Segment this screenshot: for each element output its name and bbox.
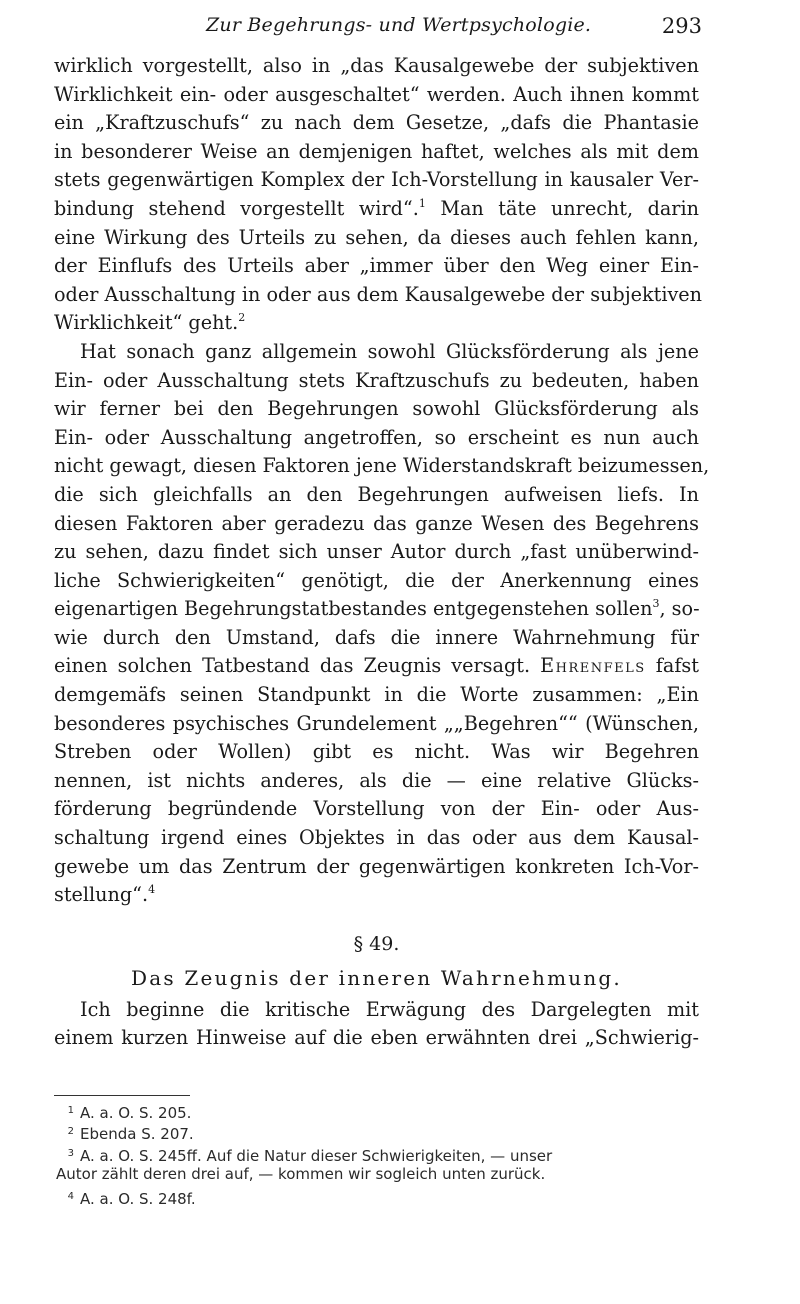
text-line bbox=[54, 309, 699, 338]
text-line: Hat sonach ganz allgemein sowohl Glücksförderung als jene bbox=[80, 339, 699, 363]
text-line: Ein- oder Ausschaltung angetroffen, so erscheint es nun auch bbox=[54, 425, 699, 449]
footnote-text: A. a. O. S. 248f. bbox=[80, 1189, 196, 1208]
footnote bbox=[56, 1100, 706, 1121]
text-line: einem kurzen Hinweise auf die eben erwähnten drei „Schwierig- bbox=[54, 1026, 699, 1050]
footnote-ref: 2 bbox=[238, 311, 246, 325]
footnote-text: A. a. O. S. 205. bbox=[80, 1104, 192, 1122]
footnote-mark: 4 bbox=[67, 1190, 74, 1202]
text-line: wirklich vorgestellt, also in „das Kausalgewebe der subjektiven bbox=[54, 54, 699, 77]
running-head bbox=[206, 14, 702, 44]
footnote-text: A. a. O. S. 245ff. Auf die Natur dieser Schwierigkeiten, — unser bbox=[80, 1146, 553, 1165]
footnote bbox=[56, 1121, 706, 1142]
footnote-mark: 2 bbox=[67, 1126, 74, 1138]
text-line: diesen Faktoren aber geradezu das ganze Wesen des Begehrens bbox=[54, 511, 699, 535]
text-line bbox=[54, 881, 699, 910]
page-number: 293 bbox=[661, 14, 702, 38]
footnote-mark: 1 bbox=[67, 1105, 74, 1116]
text-fragment: , so- bbox=[659, 597, 700, 621]
text-line: nicht gewagt, diesen Faktoren jene Widerstandskraft beizumessen, bbox=[54, 454, 710, 478]
text-line: liche Schwierigkeiten“ genötigt, die der Anerkennung eines bbox=[54, 568, 699, 592]
footnote-continuation: Autor zählt deren drei auf, — kommen wir sogleich unten zurück. bbox=[56, 1165, 546, 1184]
text-line: eine Wirkung des Urteils zu sehen, da dieses auch fehlen kann, bbox=[54, 225, 699, 249]
running-title: Zur Begehrungs- und Wertpsychologie. bbox=[206, 14, 592, 36]
text-line: oder Ausschaltung in oder aus dem Kausalgewebe der subjektiven bbox=[54, 282, 703, 306]
text-fragment: eigenartigen Begehrungstatbestandes entgegenstehen sollen bbox=[54, 597, 653, 621]
text-line: nennen, ist nichts anderes, als die — eine relative Glücks- bbox=[54, 768, 699, 792]
text-fragment: Wirklichkeit“ geht. bbox=[54, 311, 239, 335]
section-title: Das Zeugnis der inneren Wahrnehmung. bbox=[131, 965, 622, 990]
text-line: Ich beginne die kritische Erwägung des Dargelegten mit bbox=[80, 997, 699, 1021]
footnote bbox=[56, 1143, 706, 1164]
text-line: zu sehen, dazu findet sich unser Autor durch „fast unüberwind- bbox=[54, 540, 699, 564]
main-text bbox=[54, 52, 710, 1053]
text-line: stets gegenwärtigen Komplex der Ich-Vorstellung in kausaler Ver- bbox=[54, 168, 699, 192]
footnote-ref: 1 bbox=[418, 196, 426, 210]
text-fragment: einen solchen Tatbestand das Zeugnis versagt. bbox=[54, 654, 531, 678]
text-line: in besonderer Weise an demjenigen haftet, welches als mit dem bbox=[54, 139, 699, 163]
footnotes bbox=[56, 1100, 706, 1207]
text-line: Wirklichkeit ein- oder ausgeschaltet“ werden. Auch ihnen kommt bbox=[54, 82, 699, 106]
text-line bbox=[54, 652, 699, 681]
text-line: Streben oder Wollen) gibt es nicht. Was wir Begehren bbox=[54, 740, 699, 764]
text-line: wir ferner bei den Begehrungen sowohl Glücksförderung als bbox=[54, 397, 699, 421]
text-line: Ein- oder Ausschaltung stets Kraftzuschufs zu bedeuten, haben bbox=[54, 368, 699, 392]
footnote bbox=[56, 1186, 706, 1207]
text-line: förderung begründende Vorstellung von der Ein- oder Aus- bbox=[54, 797, 699, 821]
text-line: demgemäfs seinen Standpunkt in die Worte zusammen: „Ein bbox=[54, 683, 699, 707]
text-line: schaltung irgend eines Objektes in das oder aus dem Kausal- bbox=[54, 826, 699, 850]
text-line: gewebe um das Zentrum der gegenwärtigen konkreten Ich-Vor- bbox=[54, 854, 699, 878]
text-line: die sich gleichfalls an den Begehrungen aufweisen liefs. In bbox=[54, 482, 699, 506]
author-name: Ehrenfels bbox=[540, 654, 646, 678]
footnote-text: Ebenda S. 207. bbox=[80, 1125, 194, 1144]
text-line: besonderes psychisches Grundelement „„Begehren““ (Wünschen, bbox=[54, 711, 699, 735]
text-line: wie durch den Umstand, dafs die innere Wahrnehmung für bbox=[54, 625, 699, 649]
section-number: § 49. bbox=[353, 932, 400, 955]
text-line: ein „Kraftzuschufs“ zu nach dem Gesetze, „dafs die Phantasie bbox=[54, 111, 699, 135]
footnote-divider bbox=[54, 1095, 190, 1096]
text-fragment: stellung“. bbox=[54, 883, 149, 907]
footnote-mark: 3 bbox=[67, 1147, 74, 1159]
text-line: der Einflufs des Urteils aber „immer über den Weg einer Ein- bbox=[54, 254, 699, 278]
text-line bbox=[54, 195, 699, 224]
footnote-ref: 3 bbox=[652, 597, 660, 611]
text-fragment: Man täte unrecht, darin bbox=[440, 196, 699, 220]
text-fragment: bindung stehend vorgestellt wird“. bbox=[54, 196, 419, 220]
text-fragment: fafst bbox=[645, 654, 699, 678]
text-line bbox=[54, 595, 699, 624]
footnote-ref: 4 bbox=[148, 883, 156, 897]
